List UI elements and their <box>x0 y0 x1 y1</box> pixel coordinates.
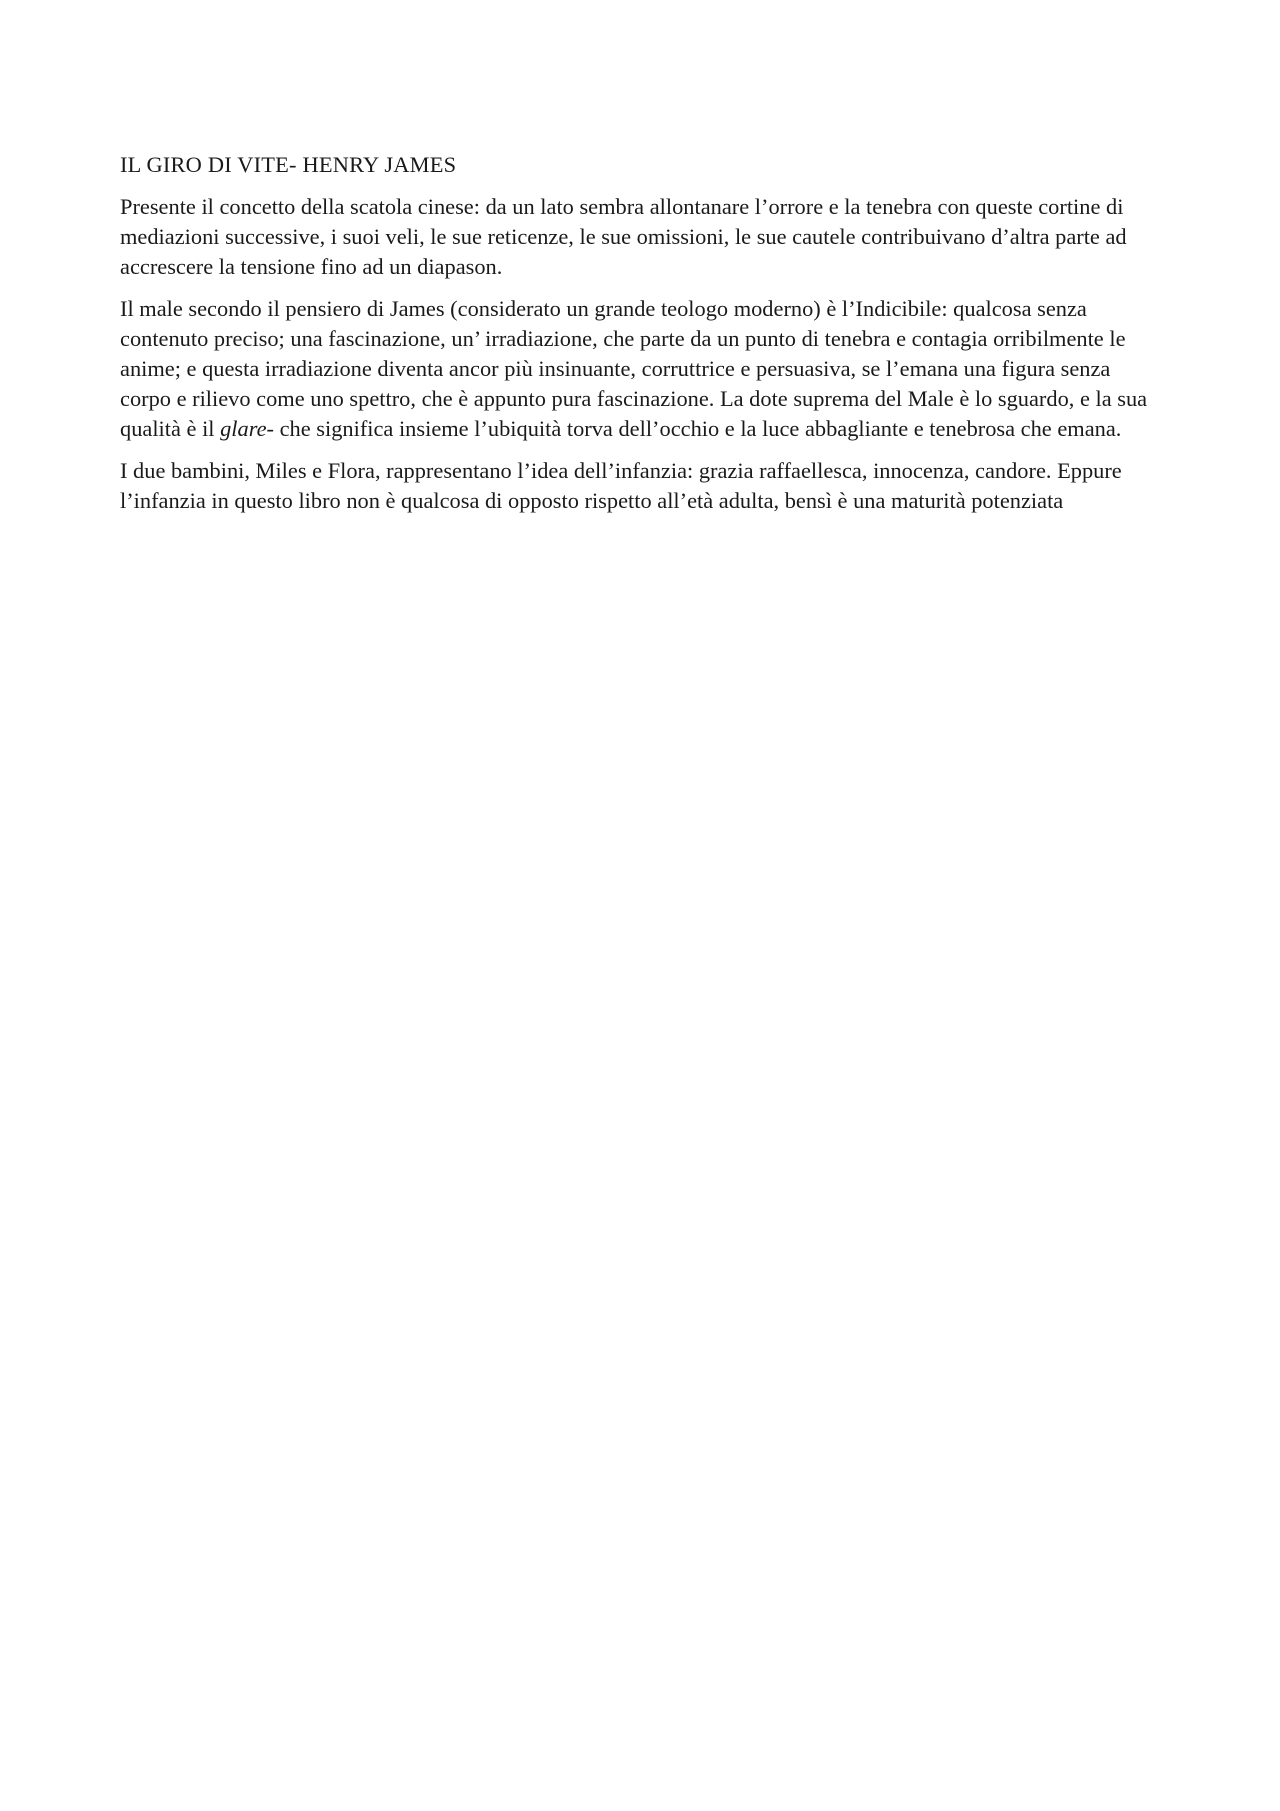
paragraph-2-text-start: Il male secondo il pensiero di James (considerato un grande teologo moderno) è l’Indicibile: qualcosa senza contenuto preciso; una fascinazione, un’ irradiazione, che parte da un punto di tenebra e contagia orribilmente le anime; e questa irradiazione diventa ancor più insinuante, corruttrice e persuasiva, se l’emana una figura senza corpo e rilievo come uno spettro, che è appunto pura fascinazione. La dote suprema del Male è lo sguardo, e la sua qualità è il <box>120 296 1148 441</box>
paragraph-3: I due bambini, Miles e Flora, rappresentano l’idea dell’infanzia: grazia raffaellesca, innocenza, candore. Eppure l’infanzia in questo libro non è qualcosa di opposto rispetto all’età adulta, bensì è una maturità potenziata <box>120 458 1122 513</box>
document-title: IL GIRO DI VITE- HENRY JAMES <box>120 152 457 177</box>
paragraph-2 <box>120 294 1160 444</box>
paragraph-1: Presente il concetto della scatola cinese: da un lato sembra allontanare l’orrore e la tenebra con queste cortine di mediazioni successive, i suoi veli, le sue reticenze, le sue omissioni, le sue cautele contribuivano d’altra parte ad accrescere la tensione fino ad un diapason. <box>120 194 1127 279</box>
document-body <box>120 150 1160 528</box>
paragraph-2-italic-term: glare <box>220 416 267 441</box>
paragraph-2-text-end: - che significa insieme l’ubiquità torva dell’occhio e la luce abbagliante e tenebrosa che emana. <box>266 416 1122 441</box>
